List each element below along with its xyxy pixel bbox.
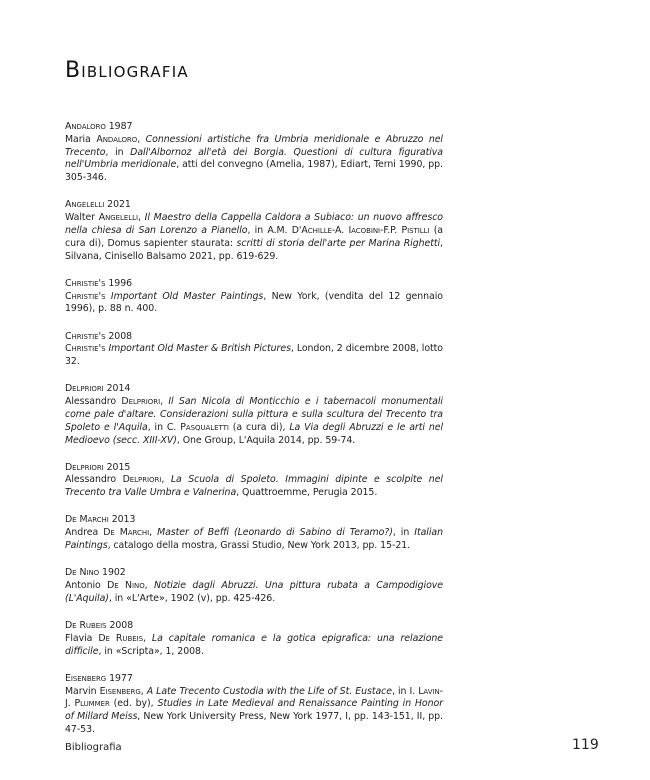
citation-text: (a cura di), Domus sapienter staurata: [65,224,443,249]
page-title: Bibliografia [65,58,189,83]
citation-text: Maria [65,133,97,145]
entry-citation [65,134,443,185]
citation-text: Flavia [65,632,99,644]
author-surname: Delpriori [121,396,161,408]
citation-text: , [142,632,152,644]
entry-key: Delpriori 2014 [65,383,131,395]
entry-key: Delpriori 2015 [65,461,131,473]
author-surname: Delpriori [122,474,162,486]
publication-title: Dall'Albornoz all'età dei Borgia. Questioni di cultura figurativa nell'Umbria meridionale [65,146,443,171]
entry-citation [65,396,443,447]
entry-citation [65,343,443,369]
citation-text: , New York University Press, New York 1977, I, pp. 143-151, II, pp. 47-53. [65,711,443,735]
citation-text: Marvin [65,685,100,697]
entry-key: De Marchi 2013 [65,514,136,526]
bibliography-entry [65,199,443,263]
bibliography-entry [65,331,443,369]
entry-citation [65,527,443,553]
work-title: Important Old Master Paintings [110,290,264,302]
entry-citation [65,474,443,500]
work-title: Master of Beffi (Leonardo di Sabino di Teramo?) [157,527,393,539]
publication-title: scritti di storia dell'arte per Marina Righetti [236,237,441,249]
citation-text: , [161,474,171,486]
bibliography-entry [65,514,443,552]
work-title: Important Old Master & British Pictures [108,343,291,355]
citation-text: , atti del convegno (Amelia, 1987), Ediart, Terni 1990, pp. 305-346. [65,159,443,184]
work-title: Connessioni artistiche fra Umbria meridionale e Abruzzo nel Trecento [65,133,443,158]
author-surname: Christie's [65,290,106,302]
editor-names: Lavin- J. Plummer [65,685,443,710]
bibliography-list [65,121,443,751]
citation-text: Alessandro [65,396,122,408]
citation-text: , New York, (vendita del 12 gennaio 1996), p. 88 n. 400. [65,290,443,315]
citation-text: Andrea [65,527,104,539]
citation-text: , [149,527,158,539]
bibliography-entry [65,567,443,605]
page-number: 119 [572,737,599,753]
entry-citation [65,580,443,606]
publication-title: Italian Paintings [65,527,443,552]
entry-key: Christie's 1996 [65,277,133,289]
citation-text: , in A.M. [247,224,292,236]
work-title: La capitale romanica e la gotica epigrafica: una relazione difficile [65,632,443,657]
bibliography-entry [65,620,443,658]
citation-text: (a cura di), [228,421,290,433]
author-surname: De Marchi [103,527,150,539]
author-surname: De Nino [107,580,145,592]
publication-title: La Via degli Abruzzi e le arti nel Medioevo (secc. XIII-XV) [65,421,443,446]
citation-text: , in [105,146,131,158]
work-title: Il Maestro della Cappella Caldora a Subiaco: un nuovo affresco nella chiesa di San Lorenzo a Pianello [65,212,443,236]
editor-names: D'Achille-A. Iacobini-F.P. Pistilli [291,224,430,236]
author-surname: De Rubeis [98,632,143,644]
citation-text: , in I. [391,685,419,697]
citation-text: , One Group, L'Aquila 2014, pp. 59-74. [176,434,356,446]
bibliography-entry [65,383,443,447]
work-title: Notizie dagli Abruzzi. Una pittura rubata a Campodigiove (L'Aquila) [65,580,443,604]
entry-key: Eisenberg 1977 [65,672,133,684]
citation-text: , in «L'Arte», 1902 (v), pp. 425-426. [108,592,276,604]
author-surname: Christie's [65,343,106,355]
author-surname: Eisenberg [99,685,141,697]
work-title: La Scuola di Spoleto. Immagini dipinte e scolpite nel Trecento tra Valle Umbra e Valnerina [65,474,443,499]
entry-citation [65,291,443,317]
author-surname: Angelelli [98,212,138,224]
citation-text: , [140,685,147,697]
citation-text: , [160,396,169,408]
publication-title: Studies in Late Medieval and Renaissance Painting in Honor of Millard Meiss [65,698,444,723]
citation-text: , [137,133,146,145]
running-footer: Bibliografia [65,742,122,753]
citation-text: Antonio [65,580,108,592]
bibliography-entry [65,121,443,185]
citation-text: , in C. [147,421,181,433]
citation-text: , in [392,527,415,539]
entry-citation [65,212,443,263]
citation-text: , [144,580,154,592]
entry-key: De Rubeis 2008 [65,620,134,632]
citation-text: , [137,212,145,224]
citation-text: , London, 2 dicembre 2008, lotto 32. [65,343,443,368]
citation-text: , catalogo della mostra, Grassi Studio, New York 2013, pp. 15-21. [107,540,411,552]
entry-citation [65,686,443,737]
work-title: A Late Trecento Custodia with the Life of St. Eustace [146,685,392,697]
bibliography-entry [65,462,443,500]
author-surname: Andaloro [96,133,138,145]
citation-text: (ed. by), [109,698,158,710]
work-title: Il San Nicola di Monticchio e i tabernacoli monumentali come pale d'altare. Considerazioni sulla pittura e sulla scultura del Trecento tra Spoleto e l'Aquila [65,396,443,433]
entry-citation [65,633,443,659]
citation-text: , in «Scripta», 1, 2008. [98,645,204,657]
bibliography-entry [65,278,443,316]
entry-key: Andaloro 1987 [65,121,133,132]
entry-key: Angelelli 2021 [65,199,131,211]
entry-key: De Nino 1902 [65,567,126,579]
citation-text: Alessandro [65,474,123,486]
editor-names: Pasqualetti [180,421,229,433]
citation-text: Walter [65,212,99,224]
bibliography-entry [65,673,443,737]
entry-key: Christie's 2008 [65,330,133,342]
citation-text: , Silvana, Cinisello Balsamo 2021, pp. 619-629. [65,237,443,262]
citation-text: , Quattroemme, Perugia 2015. [236,487,378,499]
